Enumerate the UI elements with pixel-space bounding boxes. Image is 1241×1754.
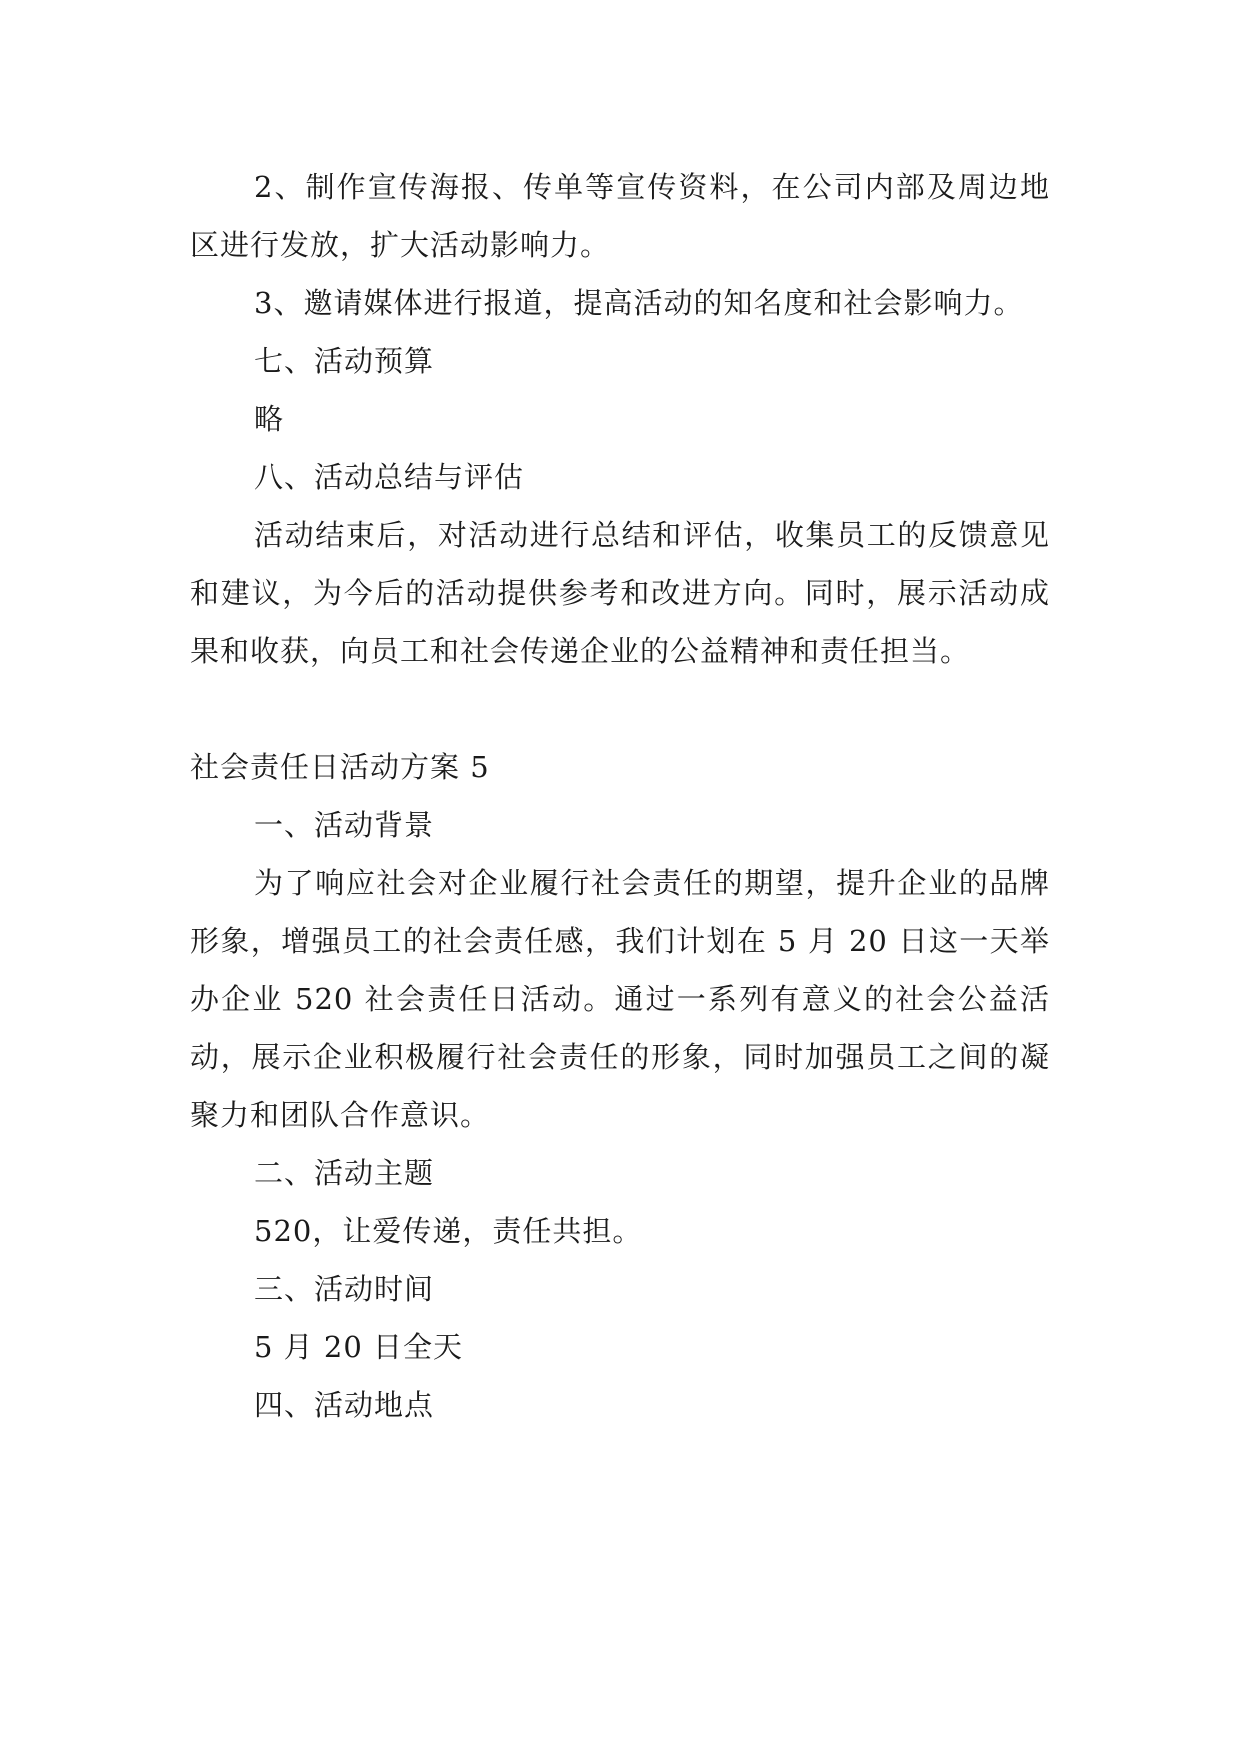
heading-background: 一、活动背景 — [254, 808, 435, 842]
section-title: 社会责任日活动方案 5 — [190, 750, 490, 784]
heading-summary: 八、活动总结与评估 — [254, 460, 525, 494]
paragraph-summary: 活动结束后，对活动进行总结和评估，收集员工的反馈意见和建议，为今后的活动提供参考和改进方向。同时，展示活动成果和收获，向员工和社会传递企业的公益精神和责任担当。 — [190, 518, 1050, 668]
section-gap — [190, 680, 1050, 738]
document-body — [190, 158, 1050, 1434]
theme-text: 520，让爱传递，责任共担。 — [254, 1214, 643, 1248]
time-text: 5 月 20 日全天 — [254, 1330, 464, 1364]
heading-budget: 七、活动预算 — [254, 344, 435, 378]
paragraph-background: 为了响应社会对企业履行社会责任的期望，提升企业的品牌形象，增强员工的社会责任感，我们计划在 5 月 20 日这一天举办企业 520 社会责任日活动。通过一系列有意义的社会公益活动，展示企业积极履行社会责任的形象，同时加强员工之间的凝聚力和团队合作意识。 — [190, 866, 1050, 1132]
heading-theme: 二、活动主题 — [254, 1156, 435, 1190]
heading-location: 四、活动地点 — [254, 1388, 435, 1422]
paragraph-media-coverage: 3、邀请媒体进行报道，提高活动的知名度和社会影响力。 — [254, 286, 1024, 320]
budget-text: 略 — [254, 402, 285, 436]
heading-time: 三、活动时间 — [254, 1272, 435, 1306]
paragraph-promo-materials: 2、制作宣传海报、传单等宣传资料，在公司内部及周边地区进行发放，扩大活动影响力。 — [190, 170, 1050, 262]
